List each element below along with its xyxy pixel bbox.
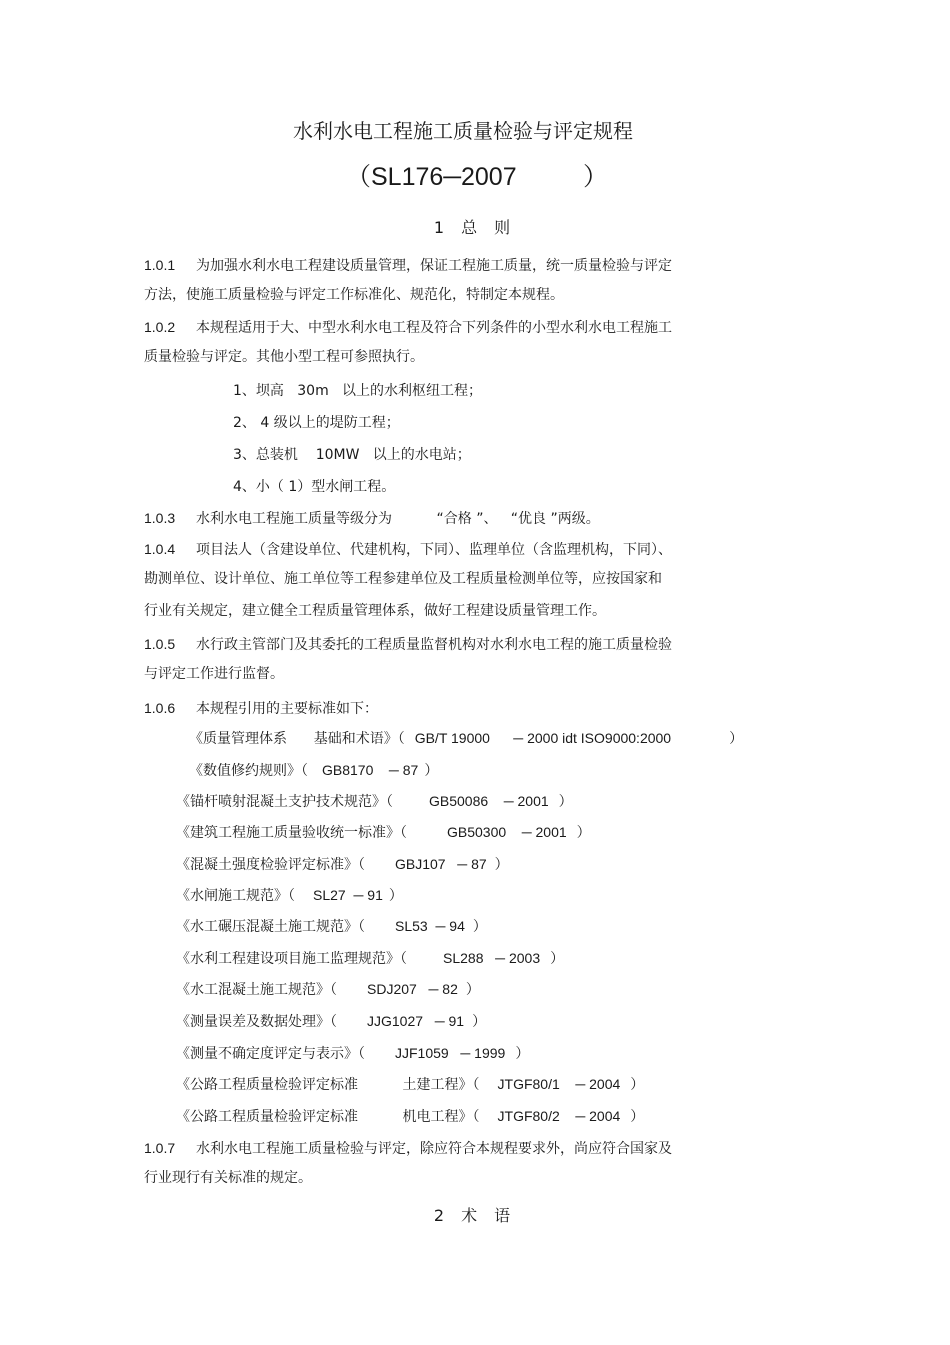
reference-title: 《水闸施工规范》（ — [176, 888, 295, 904]
clause-number: 1.0.3 — [144, 510, 176, 526]
clause-1-0-4-cont: 勘测单位、设计单位、施工单位等工程参建单位及工程质量检测单位等，应按国家和 — [144, 571, 662, 587]
reference-title: 《水工混凝土施工规范》（ — [176, 982, 337, 998]
reference-item — [189, 763, 438, 778]
reference-code: GBJ107 ─ 87 — [395, 856, 487, 872]
reference-item — [176, 1109, 644, 1124]
reference-code: GB8170 ─ 87 — [322, 762, 419, 778]
reference-item — [176, 794, 573, 809]
clause-text: 水利水电工程施工质量检验与评定，除应符合本规程要求外，尚应符合国家及 — [196, 1141, 672, 1157]
reference-code: SL53 ─ 94 — [395, 918, 465, 934]
reference-code: JJF1059 ─ 1999 — [395, 1045, 506, 1061]
reference-code: SL27 ─ 91 — [313, 887, 383, 903]
reference-close: ） — [465, 982, 480, 998]
standard-code: （SL176─2007 — [346, 163, 517, 191]
reference-code: SDJ207 ─ 82 — [367, 981, 458, 997]
reference-title: 《公路工程质量检验评定标准 机电工程》（ — [176, 1109, 480, 1125]
reference-code: JTGF80/2 ─ 2004 — [497, 1108, 621, 1124]
clause-number: 1.0.4 — [144, 541, 176, 557]
reference-title: 《数值修约规则》（ — [189, 763, 308, 779]
clause-1-0-5 — [144, 637, 672, 652]
clause-number: 1.0.5 — [144, 636, 176, 652]
reference-code: GB50300 ─ 2001 — [447, 824, 567, 840]
clause-text: 水利水电工程施工质量等级分为 “合格 ”、 “优良 ”两级。 — [196, 511, 600, 527]
reference-item — [189, 731, 743, 746]
clause-number: 1.0.1 — [144, 257, 176, 273]
clause-number: 1.0.6 — [144, 700, 176, 716]
clause-text: 本规程适用于大、中型水利水电工程及符合下列条件的小型水利水电工程施工 — [196, 320, 672, 336]
reference-title: 《测量误差及数据处理》（ — [176, 1014, 337, 1030]
section-heading-general: 1 总 则 — [433, 218, 517, 237]
clause-1-0-5-cont: 与评定工作进行监督。 — [144, 666, 284, 682]
clause-number: 1.0.2 — [144, 319, 176, 335]
reference-close: ） — [550, 951, 565, 967]
reference-item — [176, 1014, 486, 1029]
reference-title: 《测量不确定度评定与表示》（ — [176, 1046, 365, 1062]
reference-close: ） — [729, 731, 744, 747]
reference-close: ） — [576, 825, 591, 841]
reference-code: GB/T 19000 ─ 2000 idt ISO9000:2000 — [414, 730, 672, 746]
reference-code: SL288 ─ 2003 — [443, 950, 541, 966]
reference-item — [176, 1046, 529, 1061]
reference-item — [176, 888, 403, 903]
reference-close: ） — [388, 888, 403, 904]
reference-code: JJG1027 ─ 91 — [367, 1013, 465, 1029]
reference-item — [176, 919, 487, 934]
clause-1-0-6 — [144, 701, 378, 716]
reference-title: 《混凝土强度检验评定标准》（ — [176, 857, 365, 873]
clause-number: 1.0.7 — [144, 1140, 176, 1156]
clause-1-0-4-cont: 行业有关规定，建立健全工程质量管理体系，做好工程建设质量管理工作。 — [144, 603, 606, 619]
reference-title: 《水利工程建设项目施工监理规范》（ — [176, 951, 407, 967]
reference-close: ） — [630, 1077, 645, 1093]
reference-title: 《锚杆喷射混凝土支护技术规范》（ — [176, 794, 393, 810]
clause-1-0-7-cont: 行业现行有关标准的规定。 — [144, 1170, 312, 1186]
reference-code: GB50086 ─ 2001 — [429, 793, 549, 809]
reference-title: 《建筑工程施工质量验收统一标准》（ — [176, 825, 407, 841]
clause-1-0-1-cont: 方法，使施工质量检验与评定工作标准化、规范化，特制定本规程。 — [144, 287, 564, 303]
reference-item — [176, 1077, 644, 1092]
reference-close: ） — [515, 1046, 530, 1062]
reference-title: 《公路工程质量检验评定标准 土建工程》（ — [176, 1077, 480, 1093]
clause-1-0-7 — [144, 1141, 672, 1156]
clause-text: 项目法人（含建设单位、代建机构，下同）、监理单位（含监理机构，下同）、 — [196, 542, 672, 558]
reference-item — [176, 825, 591, 840]
list-item: 4、小（ 1）型水闸工程。 — [233, 479, 396, 495]
reference-close: ） — [630, 1109, 645, 1125]
standard-code-close: ） — [583, 163, 609, 191]
clause-1-0-3 — [144, 511, 600, 526]
clause-text: 为加强水利水电工程建设质量管理，保证工程施工质量，统一质量检验与评定 — [196, 258, 672, 274]
clause-text: 本规程引用的主要标准如下： — [196, 701, 378, 717]
list-item: 3、总装机 10MW 以上的水电站； — [233, 447, 471, 463]
reference-close: ） — [472, 919, 487, 935]
clause-1-0-2 — [144, 320, 672, 335]
clause-1-0-4 — [144, 542, 672, 557]
reference-close: ） — [424, 763, 439, 779]
reference-item — [176, 982, 480, 997]
reference-close: ） — [494, 857, 509, 873]
reference-close: ） — [558, 794, 573, 810]
reference-title: 《质量管理体系 基础和术语》（ — [189, 731, 405, 747]
reference-code: JTGF80/1 ─ 2004 — [497, 1076, 621, 1092]
reference-item — [176, 951, 564, 966]
document-title: 水利水电工程施工质量检验与评定规程 — [293, 119, 633, 143]
list-item: 2、 4 级以上的堤防工程； — [233, 415, 400, 431]
reference-item — [176, 857, 509, 872]
clause-1-0-2-cont: 质量检验与评定。其他小型工程可参照执行。 — [144, 349, 424, 365]
clause-1-0-1 — [144, 258, 672, 273]
reference-close: ） — [472, 1014, 487, 1030]
reference-title: 《水工碾压混凝土施工规范》（ — [176, 919, 365, 935]
clause-text: 水行政主管部门及其委托的工程质量监督机构对水利水电工程的施工质量检验 — [196, 637, 672, 653]
list-item: 1、坝高 30m 以上的水利枢纽工程； — [233, 383, 483, 399]
section-heading-terms: 2 术 语 — [433, 1206, 517, 1225]
